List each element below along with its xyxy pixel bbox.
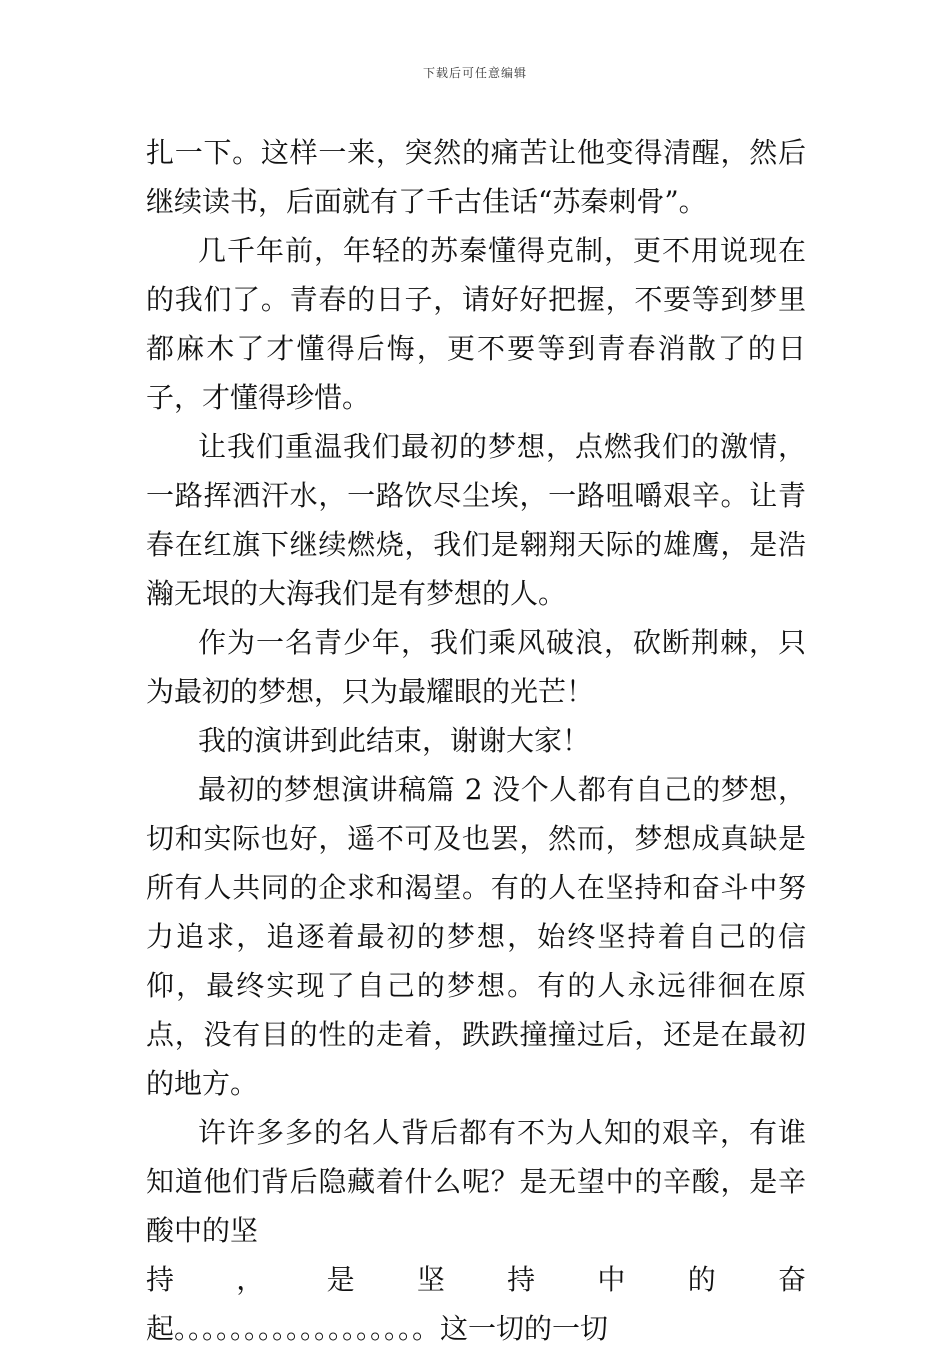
char: 奋 [777,1263,806,1296]
paragraph: 扎一下。这样一来，突然的痛苦让他变得清醒，然后继续读书，后面就有了千古佳话“苏秦刺骨”。 [146,136,806,218]
char: 坚 [416,1263,445,1296]
char: 是 [326,1263,355,1296]
paragraph: 让我们重温我们最初的梦想，点燃我们的激情，一路挥洒汗水，一路饮尽尘埃，一路咀嚼艰辛。让青春在红旗下继续燃烧，我们是翱翔天际的雄鹰，是浩瀚无垠的大海我们是有梦想的人。 [146,430,806,610]
paragraph: 最初的梦想演讲稿篇 2 没个人都有自己的梦想，切和实际也好，遥不可及也罢，然而，梦想成真缺是所有人共同的企求和渴望。有的人在坚持和奋斗中努力追求，追逐着最初的梦想，始终坚持着自己的信仰，最终实现了自己的梦想。有的人永远徘徊在原点，没有目的性的走着，跌跌撞撞过后，还是在最初的地方。 [146,773,806,1100]
paragraph: 我的演讲到此结束，谢谢大家！ [198,724,591,757]
paragraph: 几千年前，年轻的苏秦懂得克制，更不用说现在的我们了。青春的日子，请好好把握，不要等到梦里都麻木了才懂得后悔，更不要等到青春消散了的日子，才懂得珍惜。 [146,234,806,414]
justified-line [146,1255,806,1304]
page-header: 下载后可任意编辑 [422,66,527,80]
document-body [146,128,806,1353]
paragraph: 作为一名青少年，我们乘风破浪，砍断荆棘，只为最初的梦想，只为最耀眼的光芒！ [146,626,806,708]
char: ， [236,1263,265,1296]
char: 的 [687,1263,716,1296]
paragraph-continuation: 起。。。。。。。。。。。。。。。。。。这一切的一切 [146,1312,609,1345]
paragraph: 许许多多的名人背后都有不为人知的艰辛，有谁知道他们背后隐藏着什么呢？是无望中的辛酸，是辛酸中的坚 [146,1116,806,1247]
char: 持 [507,1263,536,1296]
char: 中 [597,1263,626,1296]
char: 持 [146,1263,175,1296]
